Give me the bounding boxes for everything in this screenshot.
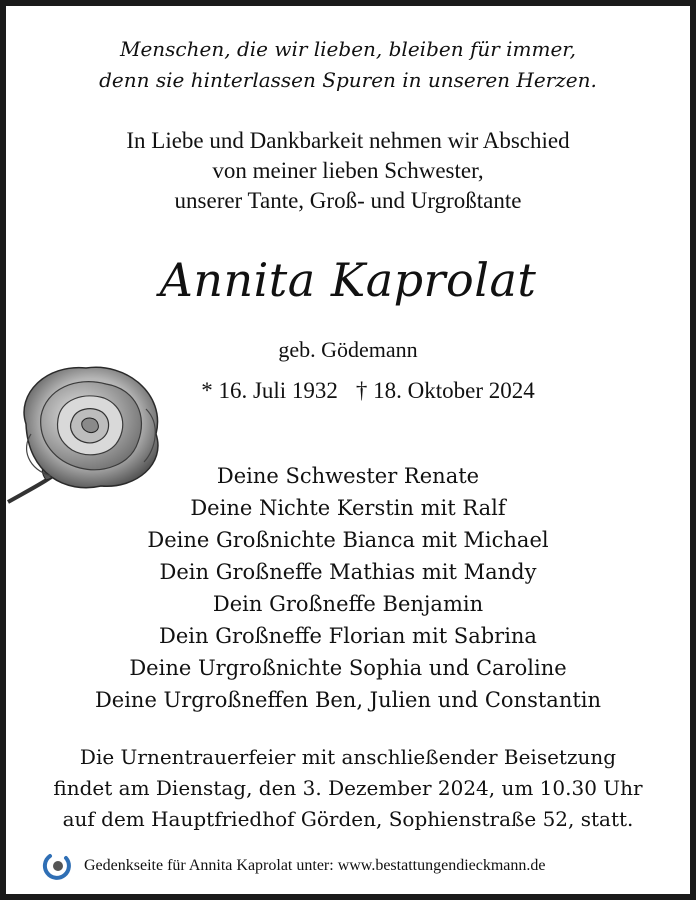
memorial-page-text[interactable]: Gedenkseite für Annita Kaprolat unter: www.bestattungendieckmann.de (84, 857, 546, 874)
mourner-line: Deine Urgroßnichte Sophia und Caroline (129, 656, 567, 680)
ceremony-line: findet am Dienstag, den 3. Dezember 2024, um 10.30 Uhr (53, 776, 643, 800)
birth-date: * 16. Juli 1932 (201, 378, 338, 403)
birth-name: geb. Gödemann (278, 337, 418, 362)
death-date: † 18. Oktober 2024 (355, 378, 535, 403)
deceased-name: Annita Kaprolat (159, 253, 537, 307)
intro-line: unserer Tante, Groß- und Urgroßtante (174, 188, 522, 213)
intro-line: In Liebe und Dankbarkeit nehmen wir Abschied (126, 128, 570, 153)
mourners-list (6, 460, 690, 716)
motto-line: Menschen, die wir lieben, bleiben für immer, (119, 37, 577, 61)
motto-line: denn sie hinterlassen Spuren in unseren Herzen. (99, 68, 597, 92)
intro-line: von meiner lieben Schwester, (212, 158, 484, 183)
mourner-line: Deine Urgroßneffen Ben, Julien und Constantin (94, 688, 602, 712)
memorial-page-footer (42, 852, 670, 880)
mourner-line: Deine Nichte Kerstin mit Ralf (190, 496, 506, 520)
ceremony-line: auf dem Hauptfriedhof Görden, Sophienstraße 52, statt. (62, 807, 634, 831)
motto (6, 34, 690, 96)
mourner-line: Deine Großnichte Bianca mit Michael (147, 528, 549, 552)
mourner-line: Deine Schwester Renate (216, 464, 480, 488)
ceremony-details (6, 742, 690, 835)
ceremony-line: Die Urnentrauerfeier mit anschließender Beisetzung (79, 745, 617, 769)
mourner-line: Dein Großneffe Mathias mit Mandy (159, 560, 537, 584)
mourner-line: Dein Großneffe Benjamin (212, 592, 484, 616)
memorial-logo-icon (42, 852, 72, 880)
mourner-line: Dein Großneffe Florian mit Sabrina (159, 624, 537, 648)
farewell-intro (6, 126, 690, 216)
